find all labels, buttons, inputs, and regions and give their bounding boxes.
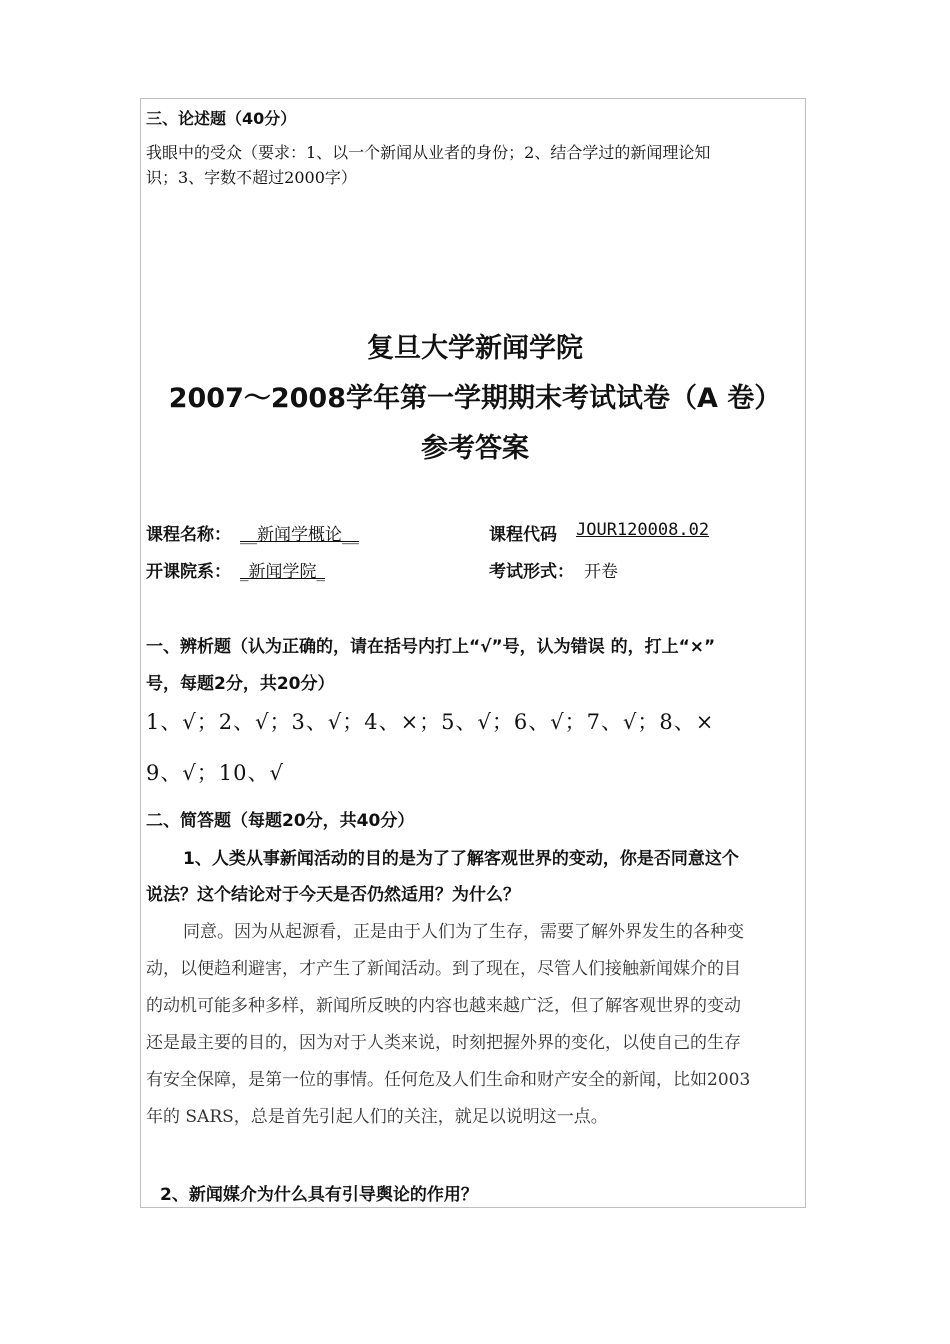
answer1-line: 动，以便趋利避害，才产生了新闻活动。到了现在，尽管人们接触新闻媒介的目 [146,959,741,979]
exam-form-label: 考试形式： [489,562,574,582]
section1-heading-line1: 一、辨析题（认为正确的，请在括号内打上“√”号，认为错误 的，打上“×” [146,637,716,657]
course-name-label: 课程名称： [146,525,231,545]
section2-heading: 二、简答题（每题20分，共40分） [146,811,415,831]
answer1-line: 同意。因为从起源看，正是由于人们为了生存，需要了解外界发生的各种变 [183,922,744,942]
section1-answers-line2: 9、√；10、√ [146,761,284,785]
dept-label: 开课院系： [146,562,231,582]
answer1-line: 有安全保障，是第一位的事情。任何危及人们生命和财产安全的新闻，比如2003 [146,1070,751,1090]
question1-line2: 说法？这个结论对于今天是否仍然适用？为什么？ [146,885,520,905]
course-name-value: __新闻学概论__ [240,525,359,545]
dept-value: _新闻学院_ [240,562,325,582]
exam-title: 2007～2008学年第一学期期末考试试卷（A 卷） [168,383,782,414]
answer1-line: 还是最主要的目的，因为对于人类来说，时刻把握外界的变化，以使自己的生存 [146,1033,741,1053]
answer-key-title: 参考答案 [421,433,529,464]
exam-form-value: 开卷 [584,562,618,582]
section1-heading-line2: 号，每题2分，共20分） [146,674,335,694]
school-title: 复旦大学新闻学院 [367,333,583,364]
section3-heading: 三、论述题（40分） [146,109,297,128]
question2: 2、新闻媒介为什么具有引导舆论的作用？ [160,1185,478,1205]
course-code-value: JOUR120008.02 [576,520,710,540]
question1-line1: 1、人类从事新闻活动的目的是为了了解客观世界的变动，你是否同意这个 [183,849,739,869]
section1-answers-line1: 1、√；2、√；3、√；4、×；5、√；6、√；7、√；8、× [146,710,715,734]
course-code-label: 课程代码 [489,525,557,545]
section3-text-line2: 识；3、字数不超过2000字） [146,168,357,187]
answer1-line: 年的 SARS，总是首先引起人们的关注，就足以说明这一点。 [146,1107,608,1127]
section3-text-line1: 我眼中的受众（要求：1、以一个新闻从业者的身份；2、结合学过的新闻理论知 [146,143,711,162]
answer1-line: 的动机可能多种多样，新闻所反映的内容也越来越广泛，但了解客观世界的变动 [146,996,741,1016]
